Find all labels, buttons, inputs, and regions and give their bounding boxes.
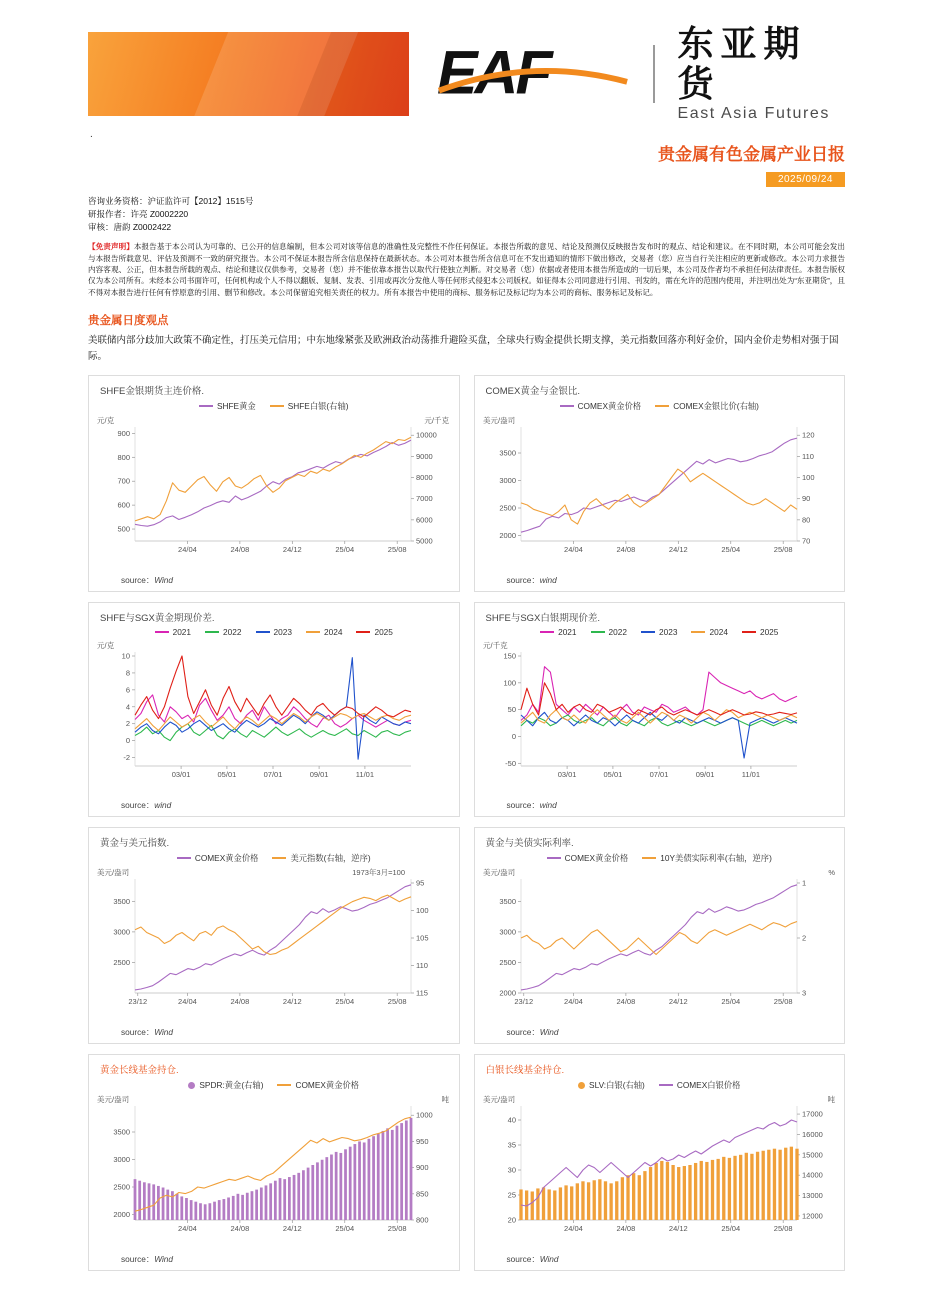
series-line: [521, 885, 797, 990]
svg-text:40: 40: [507, 1115, 516, 1125]
svg-text:3500: 3500: [498, 448, 516, 458]
svg-text:110: 110: [416, 961, 428, 971]
svg-text:23/12: 23/12: [128, 997, 148, 1007]
legend-item: [655, 400, 759, 412]
brand-text: [677, 24, 845, 123]
section-title: 贵金属日度观点: [88, 315, 169, 328]
legend-label: 2023: [273, 627, 292, 638]
svg-text:24/08: 24/08: [230, 545, 250, 555]
svg-text:3000: 3000: [113, 1155, 130, 1165]
svg-text:13000: 13000: [801, 1191, 823, 1201]
chart-area: [95, 413, 453, 573]
series-line: [521, 438, 797, 532]
legend-marker: [155, 631, 169, 633]
svg-text:24/12: 24/12: [282, 545, 302, 555]
svg-text:700: 700: [117, 476, 130, 486]
svg-text:25/08: 25/08: [773, 545, 793, 555]
svg-text:20: 20: [507, 1215, 516, 1225]
svg-text:25/04: 25/04: [335, 997, 355, 1007]
source-value: Wind: [154, 1027, 174, 1038]
svg-text:16000: 16000: [801, 1130, 823, 1140]
chart-source: [507, 1026, 839, 1038]
chart-title: 黄金与美元指数.: [100, 838, 170, 850]
svg-text:24/08: 24/08: [230, 997, 250, 1007]
qualification-line: 咨询业务资格：沪证监许可【2012】1515号: [88, 196, 254, 207]
legend-label: COMEX黄金价格: [194, 853, 259, 864]
legend-label: 2021: [558, 627, 577, 638]
source-label: source：: [506, 1254, 540, 1265]
reviewer-line: 审核：唐韵 Z0002422: [88, 222, 172, 233]
legend-label: 美元指数(右轴，逆序): [290, 853, 371, 864]
svg-text:35: 35: [507, 1140, 516, 1150]
svg-text:元/克: 元/克: [97, 641, 115, 651]
legend-label: 2025: [374, 627, 393, 638]
legend-marker: [547, 857, 561, 859]
legend-label: SHFE白银(右轴): [287, 401, 349, 412]
chart-legend: [95, 400, 453, 412]
svg-text:24/04: 24/04: [178, 1224, 197, 1234]
legend-marker: [655, 405, 669, 407]
chart-title: SHFE与SGX黄金期现价差.: [100, 613, 215, 625]
chart-legend: [481, 1079, 839, 1091]
source-label: source：: [506, 575, 540, 586]
chart-area: [95, 865, 453, 1025]
svg-text:03/01: 03/01: [557, 770, 576, 780]
chart-source: [121, 574, 453, 586]
legend-item: [199, 400, 256, 412]
legend-item: [691, 627, 727, 637]
svg-text:9000: 9000: [416, 452, 433, 462]
brand-name-en: East Asia Futures: [677, 105, 831, 123]
svg-text:105: 105: [416, 933, 429, 943]
series-line: [521, 1120, 797, 1206]
svg-text:1: 1: [801, 878, 806, 888]
brand-name-cn: 东亚期货: [677, 23, 807, 104]
svg-text:25/08: 25/08: [387, 545, 407, 555]
source-label: source：: [506, 1027, 540, 1038]
svg-text:24/12: 24/12: [282, 997, 302, 1007]
source-value: Wind: [539, 1254, 559, 1265]
chart-area: [481, 413, 839, 573]
svg-text:1000: 1000: [416, 1110, 433, 1120]
disclaimer-label: 【免责声明】: [88, 242, 134, 252]
chart-area: [95, 1092, 453, 1252]
svg-text:24/08: 24/08: [615, 997, 635, 1007]
svg-text:24/04: 24/04: [178, 545, 197, 555]
chart-legend: [481, 400, 839, 412]
svg-text:10: 10: [121, 651, 130, 661]
svg-text:120: 120: [801, 430, 815, 440]
svg-text:24/12: 24/12: [668, 545, 688, 555]
legend-item: [277, 1079, 359, 1091]
legend-item: [547, 852, 629, 864]
svg-text:09/01: 09/01: [695, 770, 714, 780]
chart-svg: [95, 865, 451, 1025]
legend-item: [742, 627, 778, 637]
disclaimer: [88, 241, 845, 298]
legend-marker: [188, 1082, 195, 1089]
chart-source: [507, 1253, 839, 1265]
svg-text:850: 850: [416, 1189, 429, 1199]
legend-label: 2025: [759, 627, 779, 638]
chart-svg: [95, 413, 451, 573]
svg-text:24/12: 24/12: [668, 1224, 688, 1234]
svg-text:14000: 14000: [801, 1170, 823, 1180]
svg-text:3500: 3500: [113, 897, 130, 907]
source-value: Wind: [154, 1254, 174, 1265]
svg-text:24/08: 24/08: [615, 545, 635, 555]
chart-panel-gold-fund-holdings: [88, 1054, 460, 1271]
legend-marker: [256, 631, 270, 633]
svg-text:吨: 吨: [827, 1095, 835, 1105]
chart-legend: [481, 852, 839, 864]
chart-svg: [481, 865, 837, 1025]
legend-marker: [642, 857, 656, 859]
svg-text:25/04: 25/04: [720, 997, 740, 1007]
svg-text:80: 80: [801, 515, 810, 525]
svg-text:11/01: 11/01: [355, 770, 375, 780]
legend-marker: [177, 857, 191, 859]
legend-marker: [356, 631, 370, 633]
svg-text:115: 115: [416, 988, 428, 998]
section-body: 美联储内部分歧加大政策不确定性，打压美元信用；中东地缘紧张及欧洲政治动荡推升避险买盘，全球央行购金提供长期支撑，美元指数回落亦利好金价，国内金价走势相对强于国际。: [88, 335, 839, 362]
chart-svg: [95, 1092, 451, 1252]
legend-label: 2022: [608, 627, 628, 638]
chart-panel-silver-fund-holdings: [474, 1054, 846, 1271]
chart-area: [481, 1092, 839, 1252]
legend-marker: [199, 405, 213, 407]
svg-text:美元/盎司: 美元/盎司: [482, 1095, 515, 1105]
legend-marker: [691, 631, 705, 633]
series-line: [135, 438, 411, 522]
source-value: Wind: [154, 575, 174, 586]
svg-text:2: 2: [125, 719, 130, 729]
legend-marker: [641, 631, 655, 633]
chart-area: [481, 638, 839, 798]
svg-text:24/04: 24/04: [563, 997, 583, 1007]
svg-text:2000: 2000: [113, 1210, 130, 1220]
svg-text:4: 4: [125, 702, 130, 712]
svg-text:30: 30: [507, 1165, 516, 1175]
svg-text:7000: 7000: [416, 494, 433, 504]
chart-svg: [481, 1092, 837, 1252]
svg-text:25/08: 25/08: [387, 997, 407, 1007]
report-date-badge: 2025/09/24: [766, 172, 845, 187]
legend-item: [177, 852, 259, 864]
svg-text:吨: 吨: [441, 1095, 449, 1105]
source-label: source：: [506, 800, 540, 811]
svg-text:05/01: 05/01: [603, 770, 622, 780]
disclaimer-text: 本报告基于本公司认为可靠的、已公开的信息编制，但本公司对该等信息的准确性及完整性不作任何保证。本报告所载的意见、结论及预测仅反映报告发布时的观点、结论和建议。在不同时期，本公司可能会发出与本报告所载意见、评估及预测不一致的研究报告。本公司不保证本报告所含信息保持在最新状态。本公司对本报告所含信息可在不发出通知的情形下做出修改，交易者（您）应当自行关注相应的更新或修改。本公司力求报告内容客观、公正，但本报告所载的观点、结论和建议仅供参考，交易者（您）并不能依靠本报告以取代行使独立判断。对交易者（您）依据或者使用本报告所造成的一切后果，本公司及作者均不承担任何法律责任。本报告版权仅为本公司所有。未经本公司书面许可，任何机构或个人不得以翻版、复制、发表、引用或再次分发他人等任何形式侵犯本公司版权。如征得本公司同意进行引用、刊发的，需在允许的范围内使用，并注明出处为“东亚期货”，且不得对本报告进行任何有悖原意的引用、删节和修改。本公司保留追究相关责任的权力。所有本报告中使用的商标、服务标记及标记均为本公司的商标、服务标记及标记。: [88, 242, 845, 297]
legend-label: SLV:白银(右轴): [589, 1080, 645, 1091]
eaf-logo: [435, 38, 631, 110]
svg-text:25/08: 25/08: [387, 1224, 407, 1234]
legend-label: SHFE黄金: [216, 401, 256, 412]
svg-text:2500: 2500: [498, 503, 516, 513]
header: [88, 24, 845, 123]
chart-svg: [95, 638, 451, 798]
svg-text:90: 90: [801, 494, 810, 504]
svg-text:-2: -2: [123, 753, 130, 763]
legend-item: [560, 400, 642, 412]
svg-text:95: 95: [416, 878, 425, 888]
chart-area: [95, 638, 453, 798]
legend-label: COMEX白银价格: [676, 1080, 741, 1091]
series-line: [135, 658, 411, 760]
source-label: source：: [121, 800, 155, 811]
legend-label: 2024: [323, 627, 343, 638]
svg-text:24/04: 24/04: [563, 1224, 583, 1234]
svg-text:25/04: 25/04: [720, 545, 740, 555]
svg-text:8: 8: [125, 668, 130, 678]
chart-source: [507, 799, 839, 811]
brand-color-block: [88, 32, 409, 116]
svg-text:6000: 6000: [416, 515, 433, 525]
svg-text:24/08: 24/08: [230, 1224, 250, 1234]
legend-label: 2022: [223, 627, 242, 638]
chart-title: 黄金与美债实际利率.: [485, 838, 574, 850]
legend-label: 2023: [659, 627, 678, 638]
svg-text:24/12: 24/12: [282, 1224, 302, 1234]
source-label: source：: [121, 1254, 155, 1265]
legend-item: [306, 627, 342, 637]
svg-text:美元/盎司: 美元/盎司: [482, 868, 515, 878]
svg-text:800: 800: [117, 453, 130, 463]
svg-text:元/千克: 元/千克: [482, 641, 508, 651]
svg-text:25/08: 25/08: [773, 1224, 793, 1234]
chart-title: SHFE与SGX白银期现价差.: [485, 613, 601, 625]
series-line: [135, 885, 411, 990]
svg-text:2000: 2000: [498, 988, 516, 998]
legend-item: [659, 1079, 741, 1091]
legend-item: [256, 627, 292, 637]
legend-marker: [560, 405, 574, 407]
svg-text:美元/盎司: 美元/盎司: [482, 416, 515, 426]
series-bars: [519, 1147, 798, 1220]
svg-text:1973年3月=100: 1973年3月=100: [352, 868, 405, 878]
svg-text:美元/盎司: 美元/盎司: [97, 1095, 130, 1105]
series-bars: [134, 1118, 413, 1220]
svg-text:05/01: 05/01: [217, 770, 237, 780]
series-line: [521, 922, 797, 955]
eaf-logo-graphic: [435, 38, 631, 110]
legend-label: COMEX金银比价(右轴): [673, 401, 759, 412]
svg-text:600: 600: [117, 500, 130, 510]
legend-item: [270, 400, 349, 412]
chart-source: [507, 574, 839, 586]
series-line: [135, 440, 411, 526]
svg-text:0: 0: [511, 732, 516, 742]
legend-label: COMEX黄金价格: [577, 401, 642, 412]
legend-marker: [205, 631, 219, 633]
legend-label: 2024: [709, 627, 728, 638]
svg-text:25/04: 25/04: [335, 1224, 355, 1234]
legend-marker: [578, 1082, 585, 1089]
chart-panel-gold-dxy: [88, 827, 460, 1044]
legend-marker: [270, 405, 284, 407]
svg-text:2500: 2500: [498, 958, 516, 968]
svg-text:500: 500: [117, 524, 130, 534]
svg-text:07/01: 07/01: [649, 770, 668, 780]
legend-item: [356, 627, 392, 637]
svg-text:3500: 3500: [113, 1127, 130, 1137]
svg-text:-50: -50: [504, 759, 516, 769]
legend-item: [641, 627, 677, 637]
legend-item: [188, 1079, 263, 1091]
chart-title: 黄金长线基金持仓.: [100, 1065, 179, 1077]
svg-text:70: 70: [801, 536, 810, 546]
chart-legend: [95, 1079, 453, 1091]
legend-item: [272, 852, 370, 864]
chart-legend: [95, 852, 453, 864]
svg-text:50: 50: [507, 705, 516, 715]
svg-text:10000: 10000: [416, 430, 437, 440]
svg-text:3000: 3000: [113, 927, 130, 937]
legend-item: [578, 1079, 645, 1091]
chart-title: COMEX黄金与金银比.: [485, 386, 580, 398]
legend-marker: [742, 631, 756, 633]
svg-text:100: 100: [502, 678, 516, 688]
legend-label: 10Y美债实际利率(右轴，逆序): [660, 853, 772, 864]
svg-text:900: 900: [416, 1163, 429, 1173]
chart-panel-comex-gold-ratio: [474, 375, 846, 592]
svg-text:800: 800: [416, 1215, 429, 1225]
chart-source: [121, 1026, 453, 1038]
source-value: wind: [154, 800, 172, 811]
svg-text:11/01: 11/01: [741, 770, 760, 780]
legend-marker: [540, 631, 554, 633]
svg-text:元/克: 元/克: [97, 416, 115, 426]
svg-text:25/04: 25/04: [720, 1224, 740, 1234]
svg-text:2500: 2500: [113, 1182, 130, 1192]
source-label: source：: [121, 575, 155, 586]
legend-marker: [272, 857, 286, 859]
series-line: [521, 713, 797, 759]
svg-text:美元/盎司: 美元/盎司: [97, 868, 130, 878]
svg-text:3500: 3500: [498, 897, 516, 907]
svg-text:25/04: 25/04: [335, 545, 355, 555]
svg-text:2: 2: [801, 933, 806, 943]
chart-panel-gold-real-rate: [474, 827, 846, 1044]
report-meta: [88, 195, 845, 234]
svg-text:24/08: 24/08: [615, 1224, 635, 1234]
legend-item: [155, 627, 191, 637]
source-value: wind: [539, 575, 557, 586]
report-title: 贵金属有色金属产业日报: [658, 145, 845, 165]
chart-title: 白银长线基金持仓.: [485, 1065, 565, 1077]
header-divider: [653, 45, 655, 103]
chart-title: SHFE金银期货主连价格.: [100, 386, 204, 398]
svg-text:EAF: EAF: [437, 38, 551, 107]
chart-grid: [88, 375, 845, 1271]
svg-text:17000: 17000: [801, 1109, 823, 1119]
legend-marker: [659, 1084, 673, 1086]
legend-marker: [591, 631, 605, 633]
svg-text:110: 110: [801, 452, 814, 462]
svg-text:12000: 12000: [801, 1211, 823, 1221]
svg-text:25/08: 25/08: [773, 997, 793, 1007]
svg-text:900: 900: [117, 429, 130, 439]
report-date-row: [88, 169, 845, 187]
chart-source: [121, 799, 453, 811]
source-label: source：: [121, 1027, 155, 1038]
svg-text:3000: 3000: [498, 476, 516, 486]
svg-text:2500: 2500: [113, 958, 130, 968]
dot-text: .: [90, 129, 93, 141]
legend-label: SPDR:黄金(右轴): [199, 1080, 264, 1091]
legend-item: [591, 627, 627, 637]
legend-label: COMEX黄金价格: [564, 853, 629, 864]
svg-text:150: 150: [502, 651, 516, 661]
svg-text:8000: 8000: [416, 473, 433, 483]
series-line: [135, 714, 411, 731]
legend-item: [205, 627, 241, 637]
svg-text:5000: 5000: [416, 536, 433, 546]
legend-label: 2021: [172, 627, 192, 638]
svg-text:元/千克: 元/千克: [424, 416, 449, 426]
svg-text:100: 100: [801, 473, 815, 483]
svg-text:6: 6: [125, 685, 130, 695]
legend-item: [642, 852, 772, 864]
chart-panel-shfe-gold-silver: [88, 375, 460, 592]
svg-text:2000: 2000: [498, 531, 516, 541]
svg-text:24/04: 24/04: [178, 997, 197, 1007]
svg-text:100: 100: [416, 906, 429, 916]
svg-text:24/04: 24/04: [563, 545, 583, 555]
chart-area: [481, 865, 839, 1025]
legend-label: COMEX黄金价格: [295, 1080, 360, 1091]
svg-text:23/12: 23/12: [513, 997, 533, 1007]
chart-panel-gold-spread: [88, 602, 460, 817]
svg-text:15000: 15000: [801, 1150, 823, 1160]
source-value: wind: [539, 800, 557, 811]
chart-panel-silver-spread: [474, 602, 846, 817]
svg-text:07/01: 07/01: [263, 770, 283, 780]
svg-text:950: 950: [416, 1137, 429, 1147]
series-line: [135, 656, 411, 719]
svg-text:03/01: 03/01: [171, 770, 191, 780]
author-line: 研报作者：许亮 Z0002220: [88, 209, 189, 220]
chart-source: [121, 1253, 453, 1265]
legend-marker: [277, 1084, 291, 1086]
chart-legend: [481, 627, 839, 637]
svg-text:25: 25: [507, 1190, 516, 1200]
svg-text:24/12: 24/12: [668, 997, 688, 1007]
svg-text:09/01: 09/01: [309, 770, 329, 780]
chart-legend: [95, 627, 453, 637]
svg-text:3: 3: [801, 988, 806, 998]
svg-text:3000: 3000: [498, 927, 516, 937]
chart-svg: [481, 413, 837, 573]
chart-svg: [481, 638, 837, 798]
svg-text:0: 0: [125, 736, 130, 746]
legend-marker: [306, 631, 320, 633]
source-value: Wind: [539, 1027, 559, 1038]
svg-text:%: %: [827, 868, 835, 878]
legend-item: [540, 627, 576, 637]
